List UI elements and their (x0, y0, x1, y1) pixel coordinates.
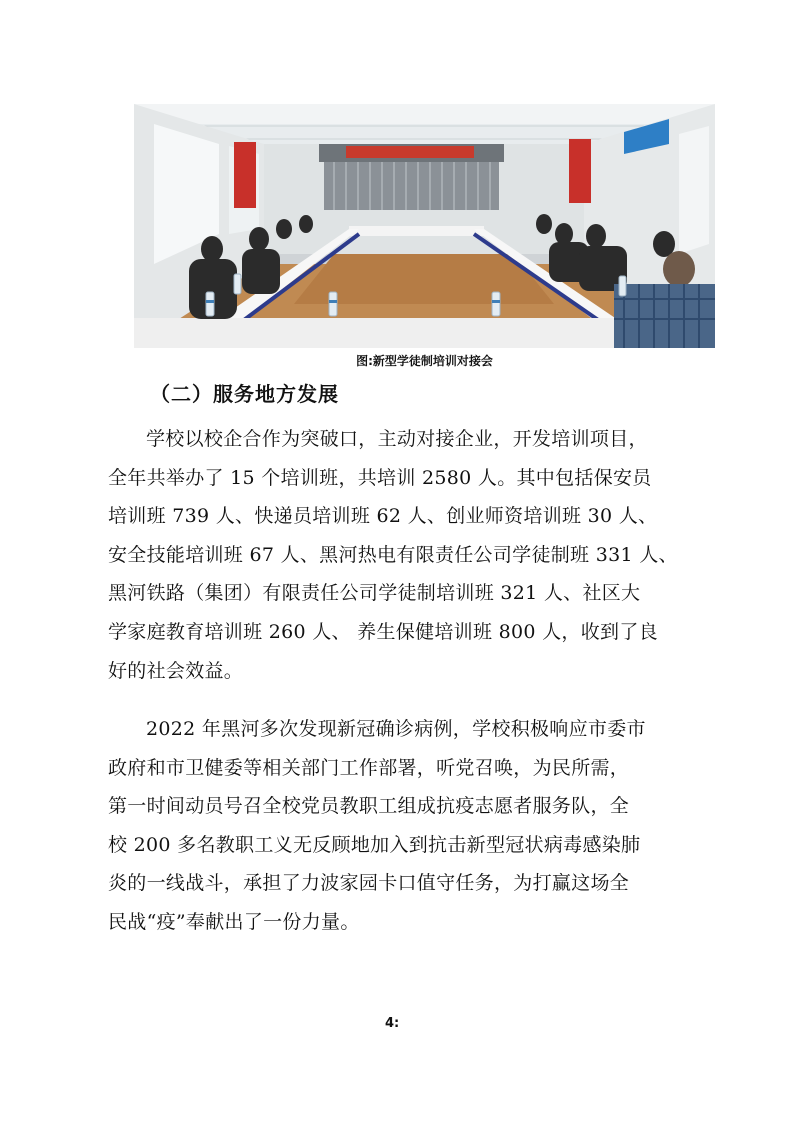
paragraph-line: 黑河铁路（集团）有限责任公司学徒制培训班 321 人、社区大 (108, 582, 641, 605)
paragraph-line: 培训班 739 人、快递员培训班 62 人、创业师资培训班 30 人、 (108, 505, 658, 528)
paragraph-line: 第一时间动员号召全校党员教职工组成抗疫志愿者服务队，全 (108, 795, 630, 818)
paragraph-line: 安全技能培训班 67 人、黑河热电有限责任公司学徒制班 331 人、 (108, 543, 678, 566)
paragraph-line: 炎的一线战斗，承担了力波家园卡口值守任务，为打赢这场全 (108, 872, 630, 895)
paragraph-line: 民战“疫”奉献出了一份力量。 (108, 910, 360, 933)
paragraph-line: 校 200 多名教职工义无反顾地加入到抗击新型冠状病毒感染肺 (108, 833, 641, 856)
paragraph-line: 学家庭教育培训班 260 人、 养生保健培训班 800 人，收到了良 (108, 620, 658, 643)
paragraph-line: 全年共举办了 15 个培训班，共培训 2580 人。其中包括保安员 (108, 466, 652, 489)
paragraph-line: 学校以校企合作为突破口，主动对接企业，开发培训项目， (146, 428, 648, 450)
paragraph-epidemic (108, 710, 694, 942)
paragraph-line: 2022 年黑河多次发现新冠确诊病例，学校积极响应市委市 (146, 718, 646, 740)
figure-caption: 图:新型学徒制培训对接会 (356, 354, 493, 368)
page-number: 4: (385, 1016, 400, 1031)
paragraph-line: 政府和市卫健委等相关部门工作部署，听党召唤，为民所需， (108, 756, 630, 779)
paragraph-training (108, 420, 694, 690)
paragraph-line: 好的社会效益。 (108, 659, 244, 682)
section-heading: （二）服务地方发展 (150, 382, 339, 406)
meeting-photo (134, 104, 715, 348)
